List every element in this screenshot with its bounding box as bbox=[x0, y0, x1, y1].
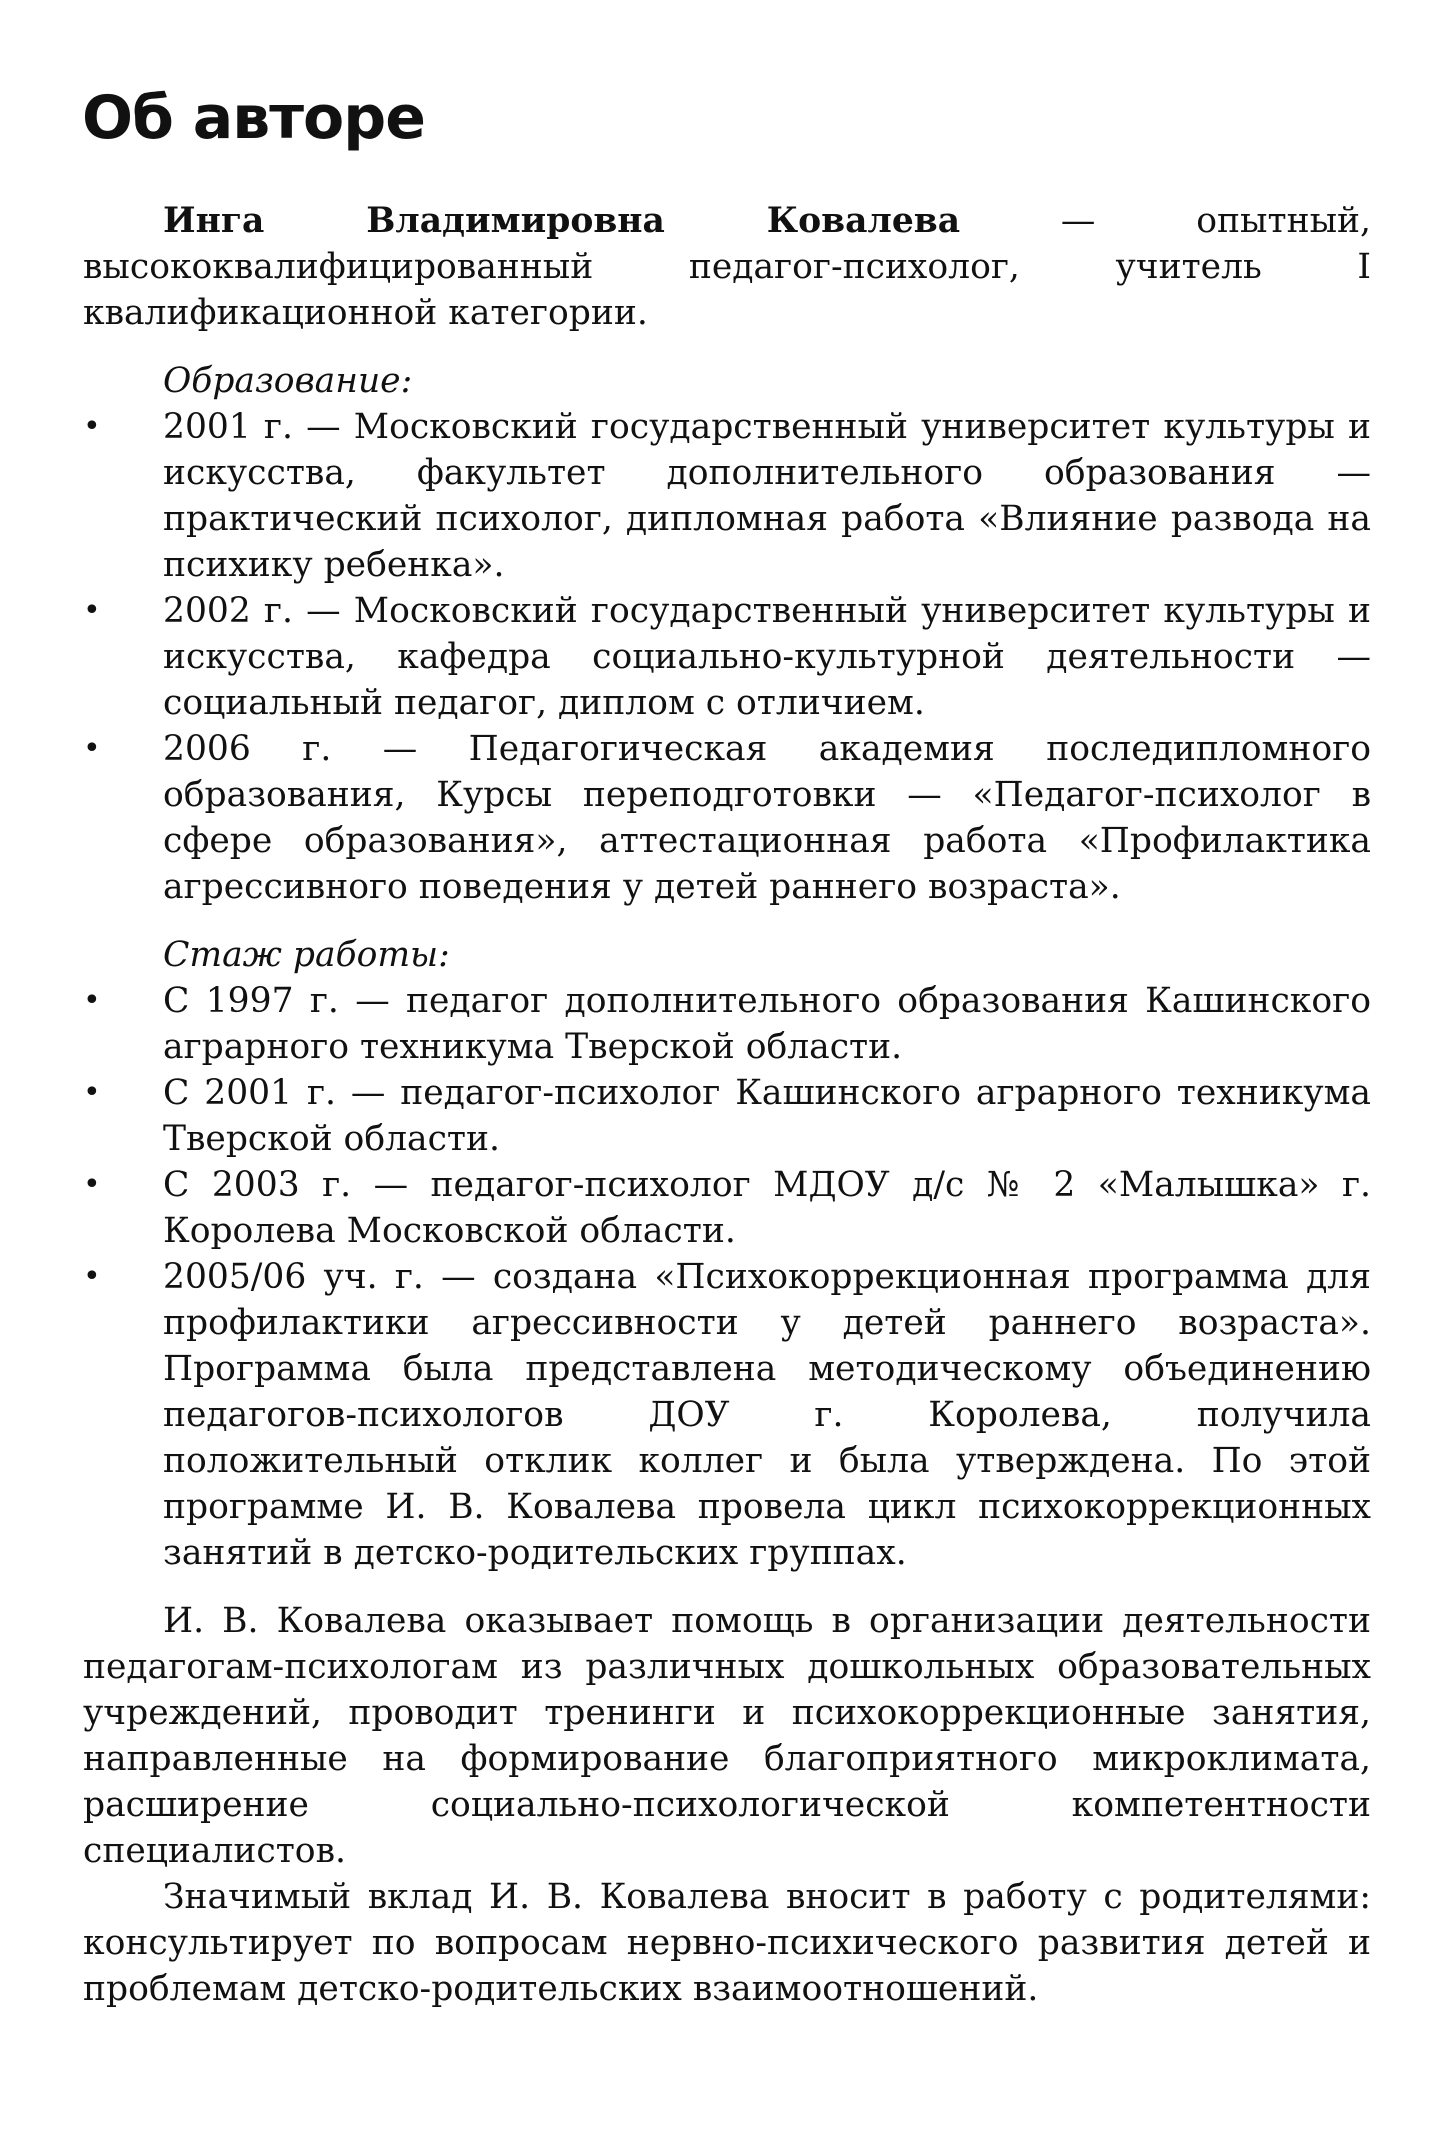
bullet-icon: • bbox=[83, 731, 101, 766]
bullet-icon: • bbox=[83, 1075, 101, 1110]
list-item-text: 2001 г. — Московский государственный университет культуры и искусства, факультет дополнительного образования — практический психолог, дипломная работа «Влияние развода на психику ребенка». bbox=[163, 407, 1371, 585]
list-item-text: 2005/06 уч. г. — создана «Психокоррекционная программа для профилактики агрессивности у детей раннего возраста». Программа была представлена методическому объединению педагогов-психологов ДОУ г. Королева, получила положительный отклик коллег и была утверждена. По этой программе И. В. Ковалева провела цикл психокоррекционных занятий в детско-родительских группах. bbox=[163, 1257, 1371, 1573]
experience-list bbox=[83, 978, 1371, 1576]
bullet-icon: • bbox=[83, 983, 101, 1018]
page-content bbox=[83, 198, 1371, 2012]
list-item bbox=[83, 404, 1371, 588]
list-item bbox=[83, 588, 1371, 726]
bullet-icon: • bbox=[83, 1167, 101, 1202]
bullet-icon: • bbox=[83, 593, 101, 628]
bullet-icon: • bbox=[83, 409, 101, 444]
list-item-text: С 2003 г. — педагог-психолог МДОУ д/с № 2 «Малышка» г. Королева Московской области. bbox=[163, 1165, 1371, 1251]
author-name: Инга Владимировна Ковалева bbox=[163, 201, 961, 241]
list-item-text: 2002 г. — Московский государственный университет культуры и искусства, кафедра социально-культурной деятельности — социальный педагог, диплом с отличием. bbox=[163, 591, 1371, 723]
intro-text: — опытный, высококвалифицированный педагог-психолог, учитель I квалификационной категории. bbox=[83, 201, 1371, 333]
list-item bbox=[83, 726, 1371, 910]
page-title: Об авторе bbox=[82, 83, 425, 153]
education-list bbox=[83, 404, 1371, 910]
list-item-text: С 1997 г. — педагог дополнительного образования Кашинского аграрного техникума Тверской области. bbox=[163, 981, 1371, 1067]
list-item bbox=[83, 1162, 1371, 1254]
list-item bbox=[83, 1070, 1371, 1162]
bullet-icon: • bbox=[83, 1259, 101, 1294]
education-heading: Образование: bbox=[163, 361, 413, 401]
closing-paragraph: Значимый вклад И. В. Ковалева вносит в работу с родителями: консультирует по вопросам нервно-психического развития детей и проблемам детско-родительских взаимоотношений. bbox=[83, 1877, 1371, 2009]
experience-heading: Стаж работы: bbox=[163, 935, 450, 975]
list-item-text: С 2001 г. — педагог-психолог Кашинского аграрного техникума Тверской области. bbox=[163, 1073, 1371, 1159]
intro-paragraph bbox=[83, 198, 1371, 336]
closing-paragraph: И. В. Ковалева оказывает помощь в организации деятельности педагогам-психологам из различных дошкольных образовательных учреждений, проводит тренинги и психокоррекционные занятия, направленные на формирование благоприятного микроклимата, расширение социально-психологической компетентности специалистов. bbox=[83, 1601, 1371, 1871]
list-item-text: 2006 г. — Педагогическая академия последипломного образования, Курсы переподготовки — «Педагог-психолог в сфере образования», аттестационная работа «Профилактика агрессивного поведения у детей раннего возраста». bbox=[163, 729, 1371, 907]
list-item bbox=[83, 1254, 1371, 1576]
list-item bbox=[83, 978, 1371, 1070]
